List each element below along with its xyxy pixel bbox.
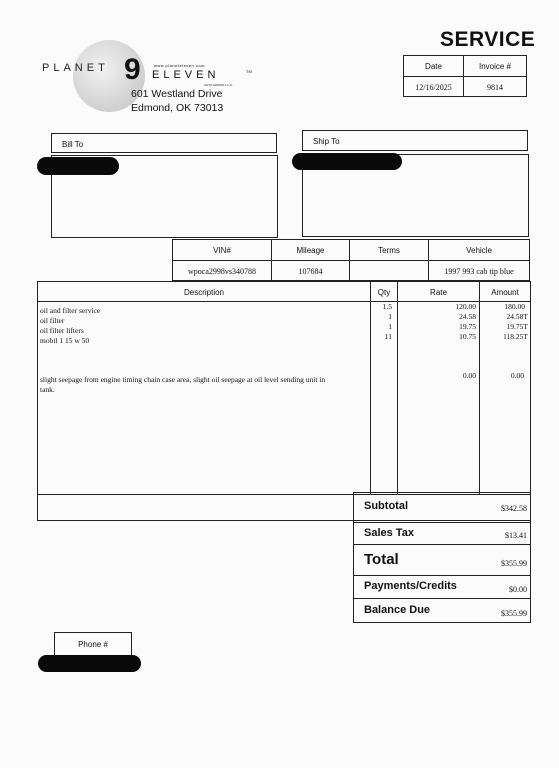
- note-line2: tank.: [40, 385, 55, 394]
- payments-credits-value: $0.00: [509, 585, 527, 594]
- subtotal-label: Subtotal: [364, 500, 408, 512]
- invoice-date: 12/16/2025: [415, 83, 452, 92]
- balance-due-value: $355.99: [501, 609, 527, 618]
- description-header: Description: [183, 288, 224, 297]
- item-rate: 19.75: [459, 322, 476, 331]
- logo-url: www.planeteleven.com: [154, 63, 205, 68]
- date-label: Date: [425, 62, 442, 71]
- bill-to-redaction: [37, 157, 119, 175]
- total-label: Total: [364, 551, 399, 568]
- item-qty: 1: [388, 322, 392, 331]
- item-amount: 24.58T: [506, 312, 528, 321]
- logo-small-text: AUTO GROUP L.L.C.: [204, 83, 233, 87]
- invoice-meta-box: [403, 55, 527, 97]
- payments-credits-label: Payments/Credits: [364, 580, 457, 592]
- rate-header: Rate: [430, 288, 447, 297]
- bill-to-label: Bill To: [62, 140, 84, 149]
- vehicle-value: 1997 993 cab tip blue: [444, 267, 514, 276]
- item-qty: 11: [384, 332, 392, 341]
- subtotal-value: $342.58: [501, 504, 527, 513]
- item-qty: 1.5: [382, 302, 392, 311]
- mileage-label: Mileage: [296, 246, 325, 255]
- company-address-line2: Edmond, OK 73013: [131, 102, 224, 114]
- item-rate: 24.58: [459, 312, 476, 321]
- phone-label: Phone #: [78, 640, 108, 649]
- item-rate: 120.00: [455, 302, 476, 311]
- ship-to-redaction: [292, 153, 402, 170]
- vin-label: VIN#: [213, 246, 231, 255]
- item-description: oil filter lifters: [40, 326, 84, 335]
- vehicle-info-table: [172, 239, 530, 281]
- item-description: mobil 1 15 w 50: [40, 336, 90, 345]
- sales-tax-value: $13.41: [505, 531, 527, 540]
- item-qty: 1: [388, 312, 392, 321]
- mileage-value: 107684: [298, 267, 323, 276]
- bill-to-label-box: [51, 133, 277, 153]
- total-value: $355.99: [501, 559, 527, 568]
- item-description: oil filter: [40, 316, 65, 325]
- ship-to-label-box: [302, 130, 528, 151]
- phone-redaction: [38, 655, 141, 672]
- vehicle-label: Vehicle: [466, 246, 492, 255]
- amount-header: Amount: [491, 288, 519, 297]
- document-title: SERVICE: [440, 28, 536, 51]
- company-address-line1: 601 Westland Drive: [131, 88, 223, 100]
- note-amount: 0.00: [510, 371, 524, 380]
- logo-tm: TM: [246, 69, 252, 74]
- sales-tax-label: Sales Tax: [364, 527, 414, 539]
- vin-value: wpoca2998vs340788: [188, 267, 256, 276]
- invoice-number-label: Invoice #: [478, 62, 512, 71]
- item-description: oil and filter service: [40, 306, 101, 315]
- logo-eleven-text: ELEVEN: [152, 69, 220, 81]
- item-amount: 19.75T: [506, 322, 528, 331]
- note-rate: 0.00: [462, 371, 476, 380]
- logo-digit: 9: [124, 53, 141, 86]
- balance-due-label: Balance Due: [364, 604, 431, 616]
- invoice-number: 9814: [487, 83, 503, 92]
- logo-planet-text: PLANET: [42, 62, 109, 74]
- item-rate: 10.75: [459, 332, 476, 341]
- note-line1: slight seepage from engine timing chain case area, slight oil seepage at oil level sending unit in: [40, 375, 326, 384]
- terms-label: Terms: [378, 246, 400, 255]
- ship-to-label: Ship To: [313, 137, 340, 146]
- qty-header: Qty: [377, 288, 391, 297]
- item-amount: 118.25T: [503, 332, 528, 341]
- item-amount: 180.00: [504, 302, 525, 311]
